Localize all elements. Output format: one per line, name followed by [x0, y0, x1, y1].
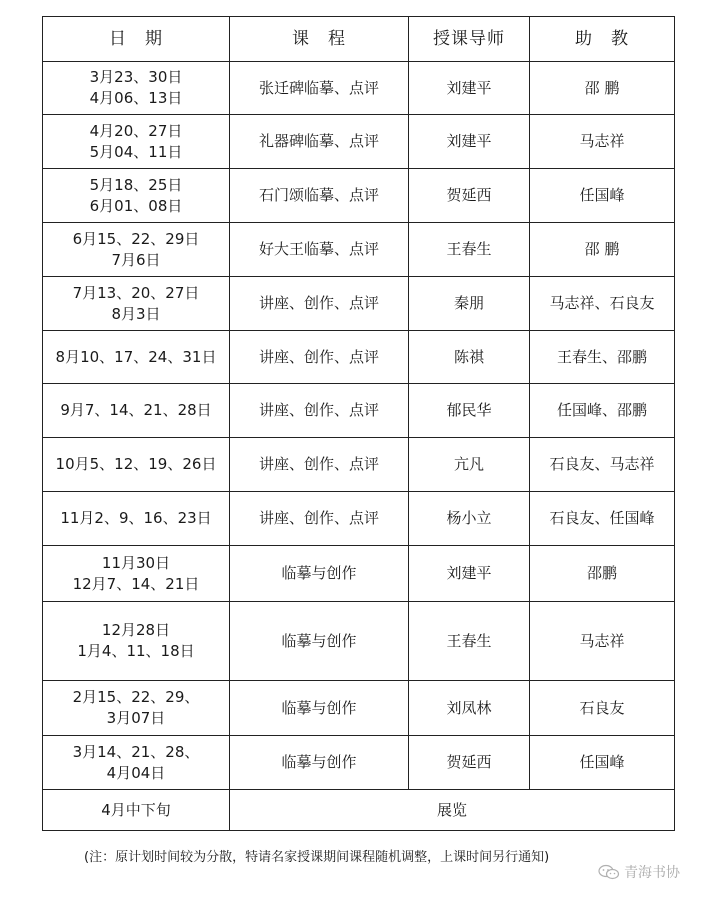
instructor-cell: 陈祺	[409, 331, 530, 384]
course-cell: 讲座、创作、点评	[230, 438, 409, 492]
header-date: 日 期	[43, 17, 230, 62]
footnote: (注：原计划时间较为分散，特请名家授课期间课程随机调整，上课时间另行通知)	[84, 850, 550, 865]
assistant-cell: 石良友、马志祥	[530, 438, 675, 492]
date-cell	[43, 115, 230, 169]
date-line: 3月14、21、28、	[72, 742, 200, 761]
date-line: 4月06、13日	[89, 89, 183, 107]
date-line: 1月4、11、18日	[77, 642, 195, 660]
header-course: 课 程	[230, 17, 409, 62]
instructor-cell: 刘建平	[409, 115, 530, 169]
instructor-cell: 郁民华	[409, 384, 530, 438]
assistant-cell: 石良友、任国峰	[530, 492, 675, 546]
course-cell: 石门颂临摹、点评	[230, 169, 409, 223]
table-row	[43, 384, 675, 438]
table-row	[43, 115, 675, 169]
assistant-cell: 邵鹏	[530, 546, 675, 602]
course-cell: 讲座、创作、点评	[230, 277, 409, 331]
header-assistant: 助 教	[530, 17, 675, 62]
date-cell	[43, 223, 230, 277]
table-row	[43, 492, 675, 546]
table-row	[43, 546, 675, 602]
date-cell	[43, 681, 230, 736]
assistant-cell: 王春生、邵鹏	[530, 331, 675, 384]
instructor-cell: 杨小立	[409, 492, 530, 546]
assistant-cell: 任国峰、邵鹏	[530, 384, 675, 438]
course-cell: 讲座、创作、点评	[230, 331, 409, 384]
watermark-text: 青海书协	[624, 865, 680, 881]
instructor-cell: 王春生	[409, 223, 530, 277]
date-line: 12月28日	[101, 621, 171, 639]
date-line: 7月6日	[111, 250, 161, 269]
course-cell: 临摹与创作	[230, 546, 409, 602]
date-line: 9月7、14、21、28日	[60, 401, 212, 419]
assistant-cell: 邵 鹏	[530, 62, 675, 115]
assistant-cell: 石良友	[530, 681, 675, 736]
date-line: 8月3日	[111, 304, 161, 323]
instructor-cell: 王春生	[409, 602, 530, 681]
table-row	[43, 62, 675, 115]
date-cell	[43, 169, 230, 223]
course-cell: 讲座、创作、点评	[230, 492, 409, 546]
table-row	[43, 736, 675, 790]
assistant-cell: 邵 鹏	[530, 223, 675, 277]
date-line: 8月10、17、24、31日	[55, 347, 217, 366]
date-line: 3月07日	[106, 709, 166, 727]
table-row	[43, 438, 675, 492]
assistant-cell: 马志祥	[530, 115, 675, 169]
date-cell	[43, 331, 230, 384]
date-line: 6月01、08日	[89, 196, 183, 215]
instructor-cell: 刘建平	[409, 546, 530, 602]
table-row	[43, 277, 675, 331]
header-instructor: 授课导师	[409, 17, 530, 62]
course-cell: 临摹与创作	[230, 681, 409, 736]
date-line: 5月18、25日	[89, 175, 183, 194]
instructor-cell: 刘凤林	[409, 681, 530, 736]
course-cell: 张迁碑临摹、点评	[230, 62, 409, 115]
date-cell	[43, 384, 230, 438]
header-row	[43, 17, 675, 62]
assistant-cell: 马志祥、石良友	[530, 277, 675, 331]
assistant-cell: 马志祥	[530, 602, 675, 681]
course-cell: 礼器碑临摹、点评	[230, 115, 409, 169]
instructor-cell: 秦朋	[409, 277, 530, 331]
date-cell	[43, 736, 230, 790]
date-line: 6月15、22、29日	[72, 229, 200, 248]
table-row	[43, 331, 675, 384]
date-cell	[43, 62, 230, 115]
assistant-cell: 任国峰	[530, 169, 675, 223]
assistant-cell: 任国峰	[530, 736, 675, 790]
course-cell: 好大王临摹、点评	[230, 223, 409, 277]
date-cell	[43, 602, 230, 681]
table-row	[43, 681, 675, 736]
date-cell	[43, 546, 230, 602]
date-line: 5月04、11日	[89, 142, 183, 161]
date-line: 11月2、9、16、23日	[60, 509, 212, 527]
watermark	[598, 862, 680, 882]
table-row	[43, 602, 675, 681]
date-line: 7月13、20、27日	[72, 283, 200, 302]
instructor-cell: 贺延西	[409, 736, 530, 790]
course-cell: 临摹与创作	[230, 736, 409, 790]
date-line: 11月30日	[101, 553, 171, 572]
date-cell	[43, 492, 230, 546]
schedule-table	[42, 16, 675, 831]
date-line: 12月7、14、21日	[72, 574, 200, 593]
date-cell	[43, 277, 230, 331]
exhibition-date: 4月中下旬	[43, 790, 230, 831]
wechat-icon	[598, 864, 620, 880]
date-cell	[43, 438, 230, 492]
exhibition-event: 展览	[230, 790, 675, 831]
instructor-cell: 刘建平	[409, 62, 530, 115]
date-line: 2月15、22、29、	[72, 688, 200, 706]
date-line: 3月23、30日	[89, 68, 183, 86]
exhibition-row	[43, 790, 675, 831]
instructor-cell: 亢凡	[409, 438, 530, 492]
date-line: 4月20、27日	[89, 121, 183, 140]
table-row	[43, 223, 675, 277]
table-row	[43, 169, 675, 223]
course-cell: 临摹与创作	[230, 602, 409, 681]
date-line: 4月04日	[106, 763, 166, 782]
instructor-cell: 贺延西	[409, 169, 530, 223]
date-line: 10月5、12、19、26日	[55, 455, 217, 473]
course-cell: 讲座、创作、点评	[230, 384, 409, 438]
